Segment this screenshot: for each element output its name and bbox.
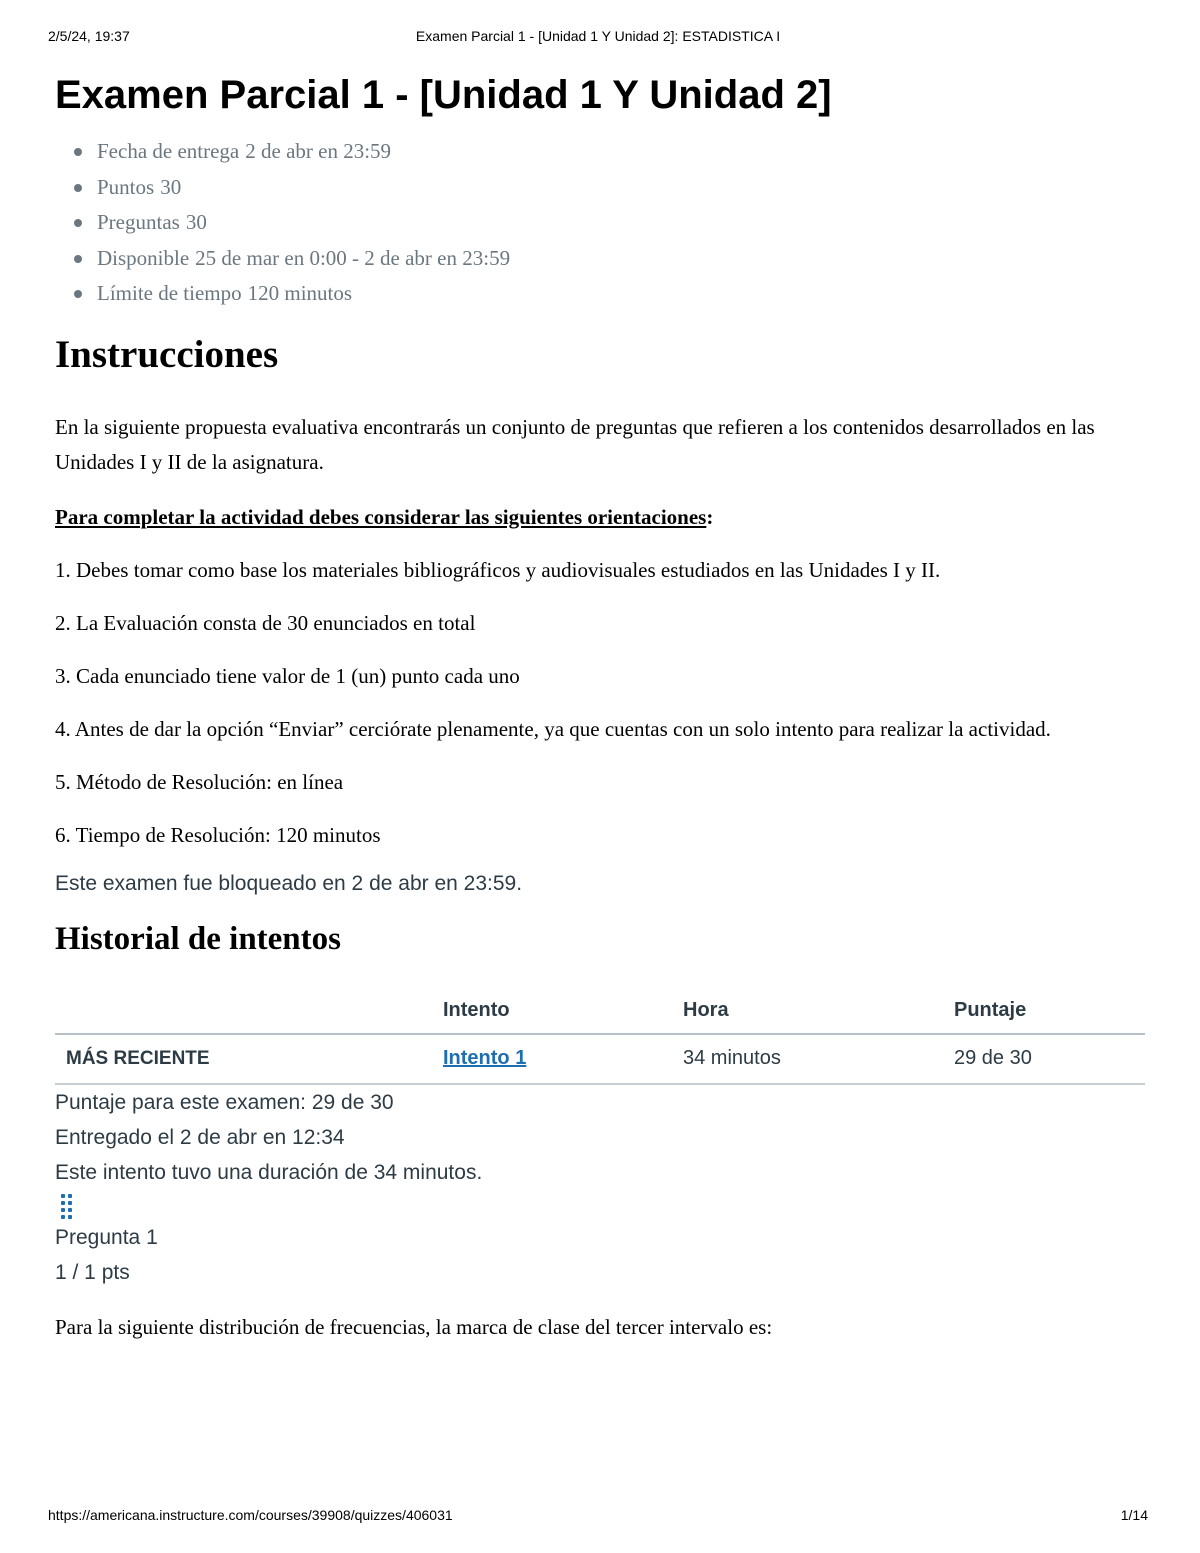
- detail-available: [97, 241, 1145, 277]
- detail-points: [97, 170, 1145, 206]
- column-header-attempt: Intento: [443, 989, 683, 1034]
- detail-questions: [97, 205, 1145, 241]
- detail-value: 25 de mar en 0:00 - 2 de abr en 23:59: [195, 245, 511, 270]
- attempt-link[interactable]: Intento 1: [443, 1047, 527, 1069]
- print-title: Examen Parcial 1 - [Unidad 1 Y Unidad 2]: ESTADISTICA I: [415, 28, 781, 44]
- detail-label: Fecha de entrega: [97, 139, 240, 163]
- detail-value: 30: [160, 174, 182, 199]
- detail-value: 120 minutos: [247, 281, 353, 305]
- duration-summary: Este intento tuvo una duración de 34 minutos.: [55, 1160, 483, 1184]
- orientation-heading-text: Para completar la actividad debes considerar las siguientes orientaciones: [55, 504, 707, 529]
- page-number: 1/14: [1120, 1507, 1148, 1523]
- score-summary: Puntaje para este examen: 29 de 30: [55, 1090, 394, 1114]
- print-url: https://americana.instructure.com/courses/39908/quizzes/406031: [48, 1507, 453, 1523]
- detail-label: Preguntas: [97, 210, 180, 234]
- table-header-row: [55, 989, 1145, 1034]
- column-header-status: [55, 989, 443, 1034]
- question-text: Para la siguiente distribución de frecuencias, la marca de clase del tercer intervalo es:: [55, 1314, 773, 1339]
- instruction-item-6: 6. Tiempo de Resolución: 120 minutos: [55, 822, 381, 847]
- quiz-content: [55, 70, 1145, 1345]
- detail-label: Disponible: [97, 245, 190, 270]
- column-header-score: Puntaje: [954, 989, 1145, 1034]
- instruction-item-3: 3. Cada enunciado tiene valor de 1 (un) punto cada uno: [55, 663, 520, 688]
- question-title: Pregunta 1: [55, 1225, 158, 1249]
- quiz-details-list: [55, 134, 1145, 312]
- history-heading: Historial de intentos: [55, 920, 341, 957]
- instruction-item-4: 4. Antes de dar la opción “Enviar” cerciórate plenamente, ya que cuentas con un solo intento para realizar la actividad.: [55, 716, 1051, 741]
- attempt-time: 34 minutos: [683, 1034, 954, 1084]
- submitted-summary: Entregado el 2 de abr en 12:34: [55, 1125, 345, 1149]
- instruction-item-2: 2. La Evaluación consta de 30 enunciados en total: [55, 610, 476, 635]
- instruction-item-1: 1. Debes tomar como base los materiales bibliográficos y audiovisuales estudiados en las Unidades I y II.: [55, 557, 941, 582]
- column-header-time: Hora: [683, 989, 954, 1034]
- attempt-cell: [443, 1034, 683, 1084]
- print-date: 2/5/24, 19:37: [48, 28, 130, 44]
- detail-due-date: [97, 134, 1145, 170]
- instruction-item-5: 5. Método de Resolución: en línea: [55, 769, 344, 794]
- attempt-score: 29 de 30: [954, 1034, 1145, 1084]
- instructions-heading: Instrucciones: [55, 332, 279, 376]
- print-footer: [48, 1507, 1148, 1527]
- locked-notice: Este examen fue bloqueado en 2 de abr en 23:59.: [55, 871, 523, 895]
- orientation-heading: [55, 500, 1145, 535]
- question-points: 1 / 1 pts: [55, 1260, 130, 1284]
- orientation-colon: :: [706, 504, 714, 529]
- detail-value: 2 de abr en 23:59: [245, 139, 392, 163]
- table-row: [55, 1034, 1145, 1084]
- instructions-intro: En la siguiente propuesta evaluativa encontrarás un conjunto de preguntas que refieren a los contenidos desarrollados en las Unidades I y II de la asignatura.: [55, 414, 1095, 474]
- page-title: Examen Parcial 1 - [Unidad 1 Y Unidad 2]: [55, 73, 832, 117]
- drag-handle-icon[interactable]: [55, 1192, 75, 1220]
- detail-time-limit: [97, 276, 1145, 312]
- print-header: [48, 28, 1148, 48]
- detail-label: Puntos: [97, 174, 155, 199]
- attempt-history-table: [55, 989, 1145, 1085]
- attempt-status: MÁS RECIENTE: [55, 1034, 443, 1084]
- detail-label: Límite de tiempo: [97, 281, 242, 305]
- detail-value: 30: [185, 210, 207, 234]
